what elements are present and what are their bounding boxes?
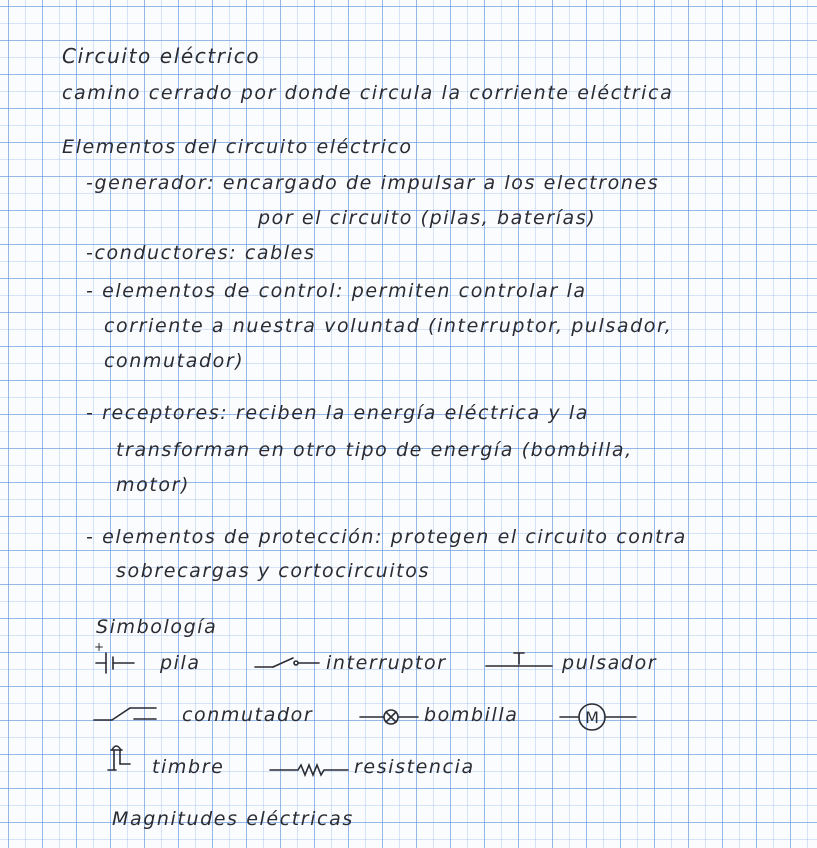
conductores-text: -conductores: cables	[86, 242, 316, 264]
magnitudes-heading: Magnitudes eléctricas	[112, 808, 354, 830]
timbre-icon	[104, 740, 154, 776]
conmutador-icon	[94, 700, 164, 726]
section-heading: Elementos del circuito eléctrico	[62, 136, 413, 158]
control-line-2: corriente a nuestra voluntad (interruptor, pulsador,	[104, 315, 673, 337]
pulsador-label: pulsador	[562, 652, 658, 674]
bombilla-label: bombilla	[424, 704, 519, 726]
pila-label: pila	[160, 652, 201, 674]
receptores-line-3: motor)	[116, 474, 191, 496]
motor-letter: M	[585, 708, 599, 727]
pulsador-icon	[486, 646, 554, 672]
control-line-1: - elementos de control: permiten controlar la	[86, 280, 587, 302]
generador-line-1: -generador: encargado de impulsar a los electrones	[86, 172, 660, 194]
motor-icon	[560, 702, 640, 732]
definition-text: camino cerrado por donde circula la corriente eléctrica	[62, 82, 674, 104]
pila-icon	[94, 642, 154, 676]
conmutador-label: conmutador	[182, 704, 314, 726]
generador-line-2: por el circuito (pilas, baterías)	[258, 207, 597, 229]
bombilla-icon	[360, 704, 420, 730]
proteccion-line-2: sobrecargas y cortocircuitos	[116, 560, 430, 582]
timbre-label: timbre	[152, 756, 225, 778]
interruptor-icon	[255, 650, 321, 676]
receptores-line-1: - receptores: reciben la energía eléctrica y la	[86, 402, 589, 424]
resistencia-label: resistencia	[354, 756, 475, 778]
proteccion-line-1: - elementos de protección: protegen el circuito contra	[86, 526, 687, 548]
pila-sign-label: +	[94, 640, 105, 654]
page-title: Circuito eléctrico	[62, 44, 261, 68]
simbologia-heading: Simbología	[96, 616, 218, 638]
receptores-line-2: transforman en otro tipo de energía (bombilla,	[116, 439, 633, 461]
interruptor-label: interruptor	[326, 652, 447, 674]
control-line-3: conmutador)	[104, 350, 245, 372]
resistencia-icon	[270, 760, 350, 780]
